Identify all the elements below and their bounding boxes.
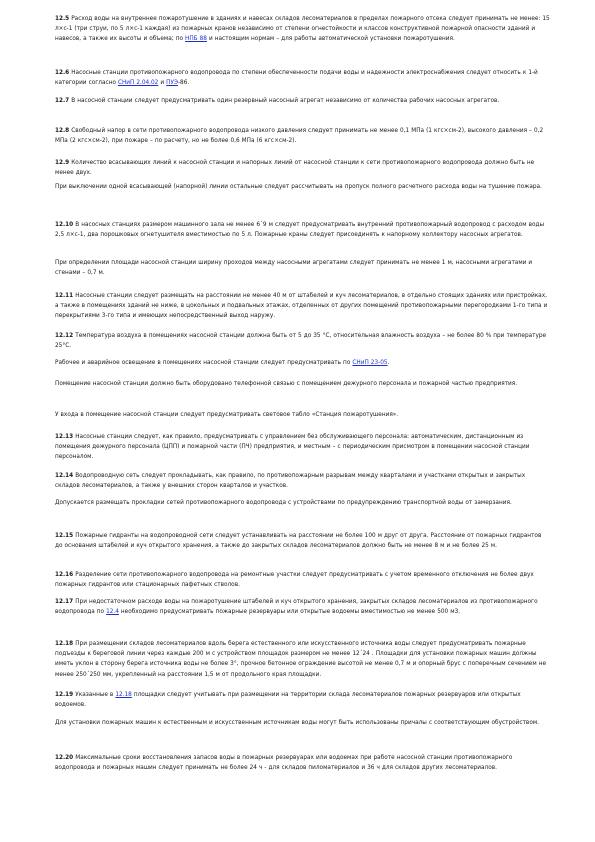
paragraph-text: площадки следует учитывать при размещении на территории склада лесоматериалов пожарных резервуаров или открытых водоемов.: [55, 692, 521, 709]
paragraph-text: Максимальные сроки восстановления запасов воды в пожарных резервуарах или водоемах при работе насосной станции противопожарного водопровода и пожарных машин следует принимать не более 24 ч - для складов пиломатериалов и 36 ч для складов других лесоматериалов.: [55, 755, 513, 772]
paragraph-text: Пожарные гидранты на водопроводной сети следует устанавливать на расстоянии не более 100 м друг от друга. Расстояние от пожарных гидрантов до основания штабелей и куч открытого хранения, а также до закрытых складов лесоматериалов должно быть не менее 8 м и не более 25 м.: [55, 533, 542, 550]
document-paragraph: [55, 126, 550, 146]
paragraph-text: Насосные станции следует, как правило, предусматривать с управлением без обслуживающего персонала: автоматическим, дистанционным из помещения дежурного персонала (ЦПП) и пожарной части (ПЧ) предприятия, и местным – с периодическим присмотром в помещении насосной станции персоналом.: [55, 434, 530, 461]
clause-number: 12.8: [55, 128, 70, 134]
paragraph-text: и: [158, 80, 167, 87]
paragraph-text: -86.: [177, 80, 190, 87]
clause-number: 12.16: [55, 572, 74, 578]
clause-number: 12.11: [55, 293, 74, 299]
document-paragraph: [55, 358, 550, 368]
document-paragraph: [55, 531, 550, 551]
paragraph-text: При недостаточном расходе воды на пожаротушение штабелей и куч открытого хранения, закрытых складов лесоматериалов из противопожарного водопровода по: [55, 599, 538, 616]
document-paragraph: [55, 410, 550, 420]
document-paragraph: [55, 570, 550, 590]
clause-number: 12.14: [55, 473, 74, 479]
paragraph-text: Разделение сети противопожарного водопровода на ремонтные участки следует предусматривать с учетом временного отключения не более двух пожарных гидрантов или стационарных лафетных стволов.: [55, 572, 534, 589]
clause-number: 12.17: [55, 599, 74, 605]
reference-link[interactable]: 12.18: [115, 692, 132, 698]
clause-number: 12.20: [55, 755, 74, 761]
paragraph-text: При выключении одной всасывающей (напорной) линии остальные следует рассчитывать на пропуск полного расчетного расхода воды на тушение пожара.: [55, 184, 542, 190]
paragraph-text: В насосных станциях размером машинного зала не менее 6´9 м следует предусматривать внутренний противопожарный водопровод с расходом воды 2,5 л×с-1, два порошковых огнетушителя вместимостью по 5 л. Пожарные краны следует присоединять к напорному коллектору насосных агрегатов.: [55, 222, 545, 239]
document-paragraph: [55, 639, 550, 680]
paragraph-text: В насосной станции следует предусматривать один резервный насосный агрегат независимо от количества рабочих насосных агрегатов.: [69, 98, 500, 104]
paragraph-text: Насосные станции противопожарного водопровода по степени обеспеченности подачи воды и надежности электроснабжения следует относить к 1-й категории согласно: [55, 70, 538, 87]
paragraph-text: Для установки пожарных машин к естественным и искусственным источникам воды могут быть использованы причалы с соответствующим обустройством.: [55, 720, 539, 726]
paragraph-text: Указанные в: [73, 692, 116, 698]
document-paragraph: [55, 690, 550, 710]
reference-link[interactable]: СНиП 2.04.02: [117, 80, 159, 87]
clause-number: 12.6: [55, 70, 70, 76]
paragraph-text: При определении площади насосной станции ширину проходов между насосными агрегатами следует принимать не менее 1 м, насосными агрегатами и стенами – 0,7 м.: [55, 260, 533, 277]
clause-number: 12.18: [55, 641, 74, 647]
paragraph-text: Помещение насосной станции должно быть оборудовано телефонной связью с помещением дежурного персонала и пожарной частью предприятия.: [55, 381, 518, 387]
paragraph-text: Температура воздуха в помещениях насосной станции должна быть от 5 до 35 °С, относительная влажность воздуха – не более 80 % при температуре 25°С.: [55, 333, 547, 350]
paragraph-text: Рабочее и аварийное освещение в помещениях насосной станции следует предусматривать по: [55, 360, 353, 366]
document-paragraph: [55, 753, 550, 773]
clause-number: 12.13: [55, 434, 74, 440]
document-paragraph: [55, 718, 550, 728]
document-paragraph: [55, 14, 550, 45]
paragraph-text: необходимо предусматривать пожарные резервуары или открытые водоемы вместимостью не менее 500 м3.: [118, 609, 461, 616]
document-paragraph: [55, 96, 550, 106]
document-paragraph: [55, 291, 550, 322]
paragraph-text: Расход воды на внутреннее пожаротушение в зданиях и навесах складов лесоматериалов в пределах пожарного отсека следует принимать не менее: 15 л×с-1 (три струи, по 5 л×с-1 каждая) из пожарных кранов независимо от степени огнестойкости и классов конструктивной пожарной опасности зданий и навесов, а также их высоты и объема; по: [55, 16, 550, 43]
clause-number: 12.15: [55, 533, 74, 539]
document-paragraph: [55, 258, 550, 278]
document-paragraph: [55, 379, 550, 389]
document-paragraph: [55, 220, 550, 240]
document-paragraph: [55, 471, 550, 491]
document-paragraph: [55, 331, 550, 351]
paragraph-text: При размещении складов лесоматериалов вдоль берега естественного или искусственного источника воды следует предусматривать пожарные подъезды к береговой линии через каждые 200 м с устройством площадок размером не менее 12´24 . Площадки для установки пожарных машин должны иметь уклон в сторону берега источника воды не более 3°, прочное бетонное ограждение высотой не менее 0,7 м и опорный брус с поперечным сечением не менее 250´250 мм, укрепленный на расстоянии 1,5 м от продольного края площадки.: [55, 641, 547, 678]
document-paragraph: [55, 597, 550, 617]
document-paragraph: [55, 68, 550, 88]
paragraph-text: Водопроводную сеть следует прокладывать, как правило, по противопожарным разрывам между кварталами и участками открытых и закрытых складов лесоматериалов, а также у внешних сторон кварталов и участков.: [55, 473, 526, 490]
paragraph-text: У входа в помещение насосной станции следует предусматривать световое табло «Станция пожаротушения».: [55, 412, 399, 418]
paragraph-text: Насосные станции следует размещать на расстоянии не менее 40 м от штабелей и куч лесоматериалов, в отдельно стоящих зданиях или пристройках, а также в помещениях зданий не ниже, в цокольных и подвальных этажах, отделенных от других помещений противопожарными перегородками 1-го типа и перекрытиями 3-го типа и имеющих непосредственный выход наружу.: [55, 293, 548, 320]
clause-number: 12.12: [55, 333, 74, 339]
clause-number: 12.7: [55, 98, 70, 104]
reference-link[interactable]: 12.4: [106, 609, 119, 616]
document-paragraph: [55, 432, 550, 463]
paragraph-text: .: [387, 360, 390, 366]
document-paragraph: [55, 498, 550, 508]
paragraph-text: и настоящим нормам – для работы автоматической установки пожаротушения.: [206, 36, 455, 43]
clause-number: 12.9: [55, 160, 70, 166]
clause-number: 12.10: [55, 222, 74, 228]
reference-link[interactable]: СНиП 23-05: [352, 360, 388, 366]
paragraph-text: Количество всасывающих линий к насосной станции и напорных линий от насосной станции к сети противопожарного водопровода должно быть не менее двух.: [55, 160, 535, 177]
clause-number: 12.19: [55, 692, 74, 698]
document-paragraph: [55, 158, 550, 178]
paragraph-text: Допускается размещать прокладки сетей противопожарного водопровода с устройствами по предупреждению транспортной воды от замерзания.: [55, 500, 512, 506]
paragraph-text: Свободный напор в сети противопожарного водопровода низкого давления следует принимать не менее 0,1 МПа (1 кгс×см-2), высокого давления – 0,2 МПа (2 кгс×см-2), при пожаре – по расчету, но не более 0,6 МПа (6 кгс×см-2).: [55, 128, 544, 145]
reference-link[interactable]: НПБ 88: [185, 36, 207, 43]
document-paragraph: [55, 182, 550, 192]
reference-link[interactable]: ПУЭ: [166, 80, 178, 87]
clause-number: 12.5: [55, 16, 70, 22]
